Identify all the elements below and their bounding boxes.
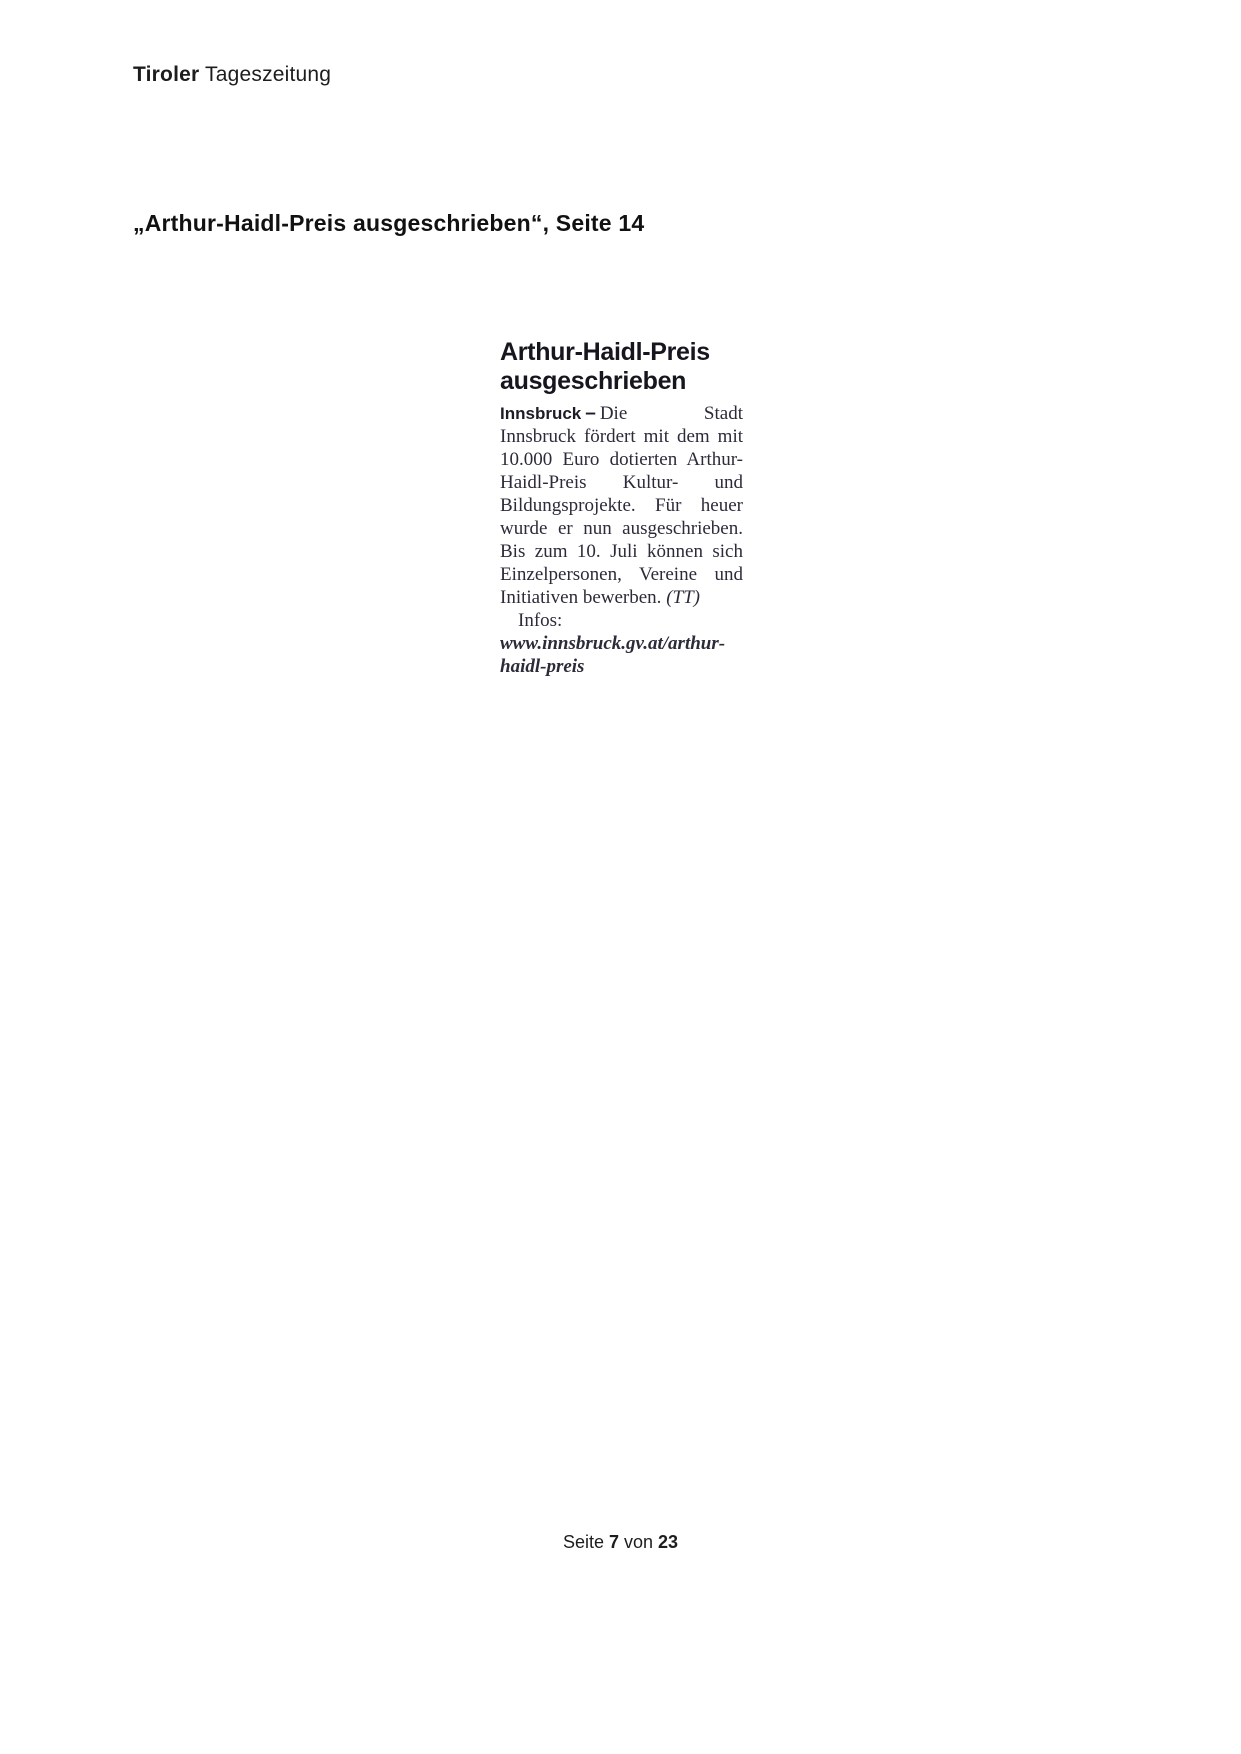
clipping-info-line — [500, 609, 743, 678]
info-label: Infos: — [518, 610, 563, 631]
clipping-headline-line1: Arthur-Haidl-Preis — [500, 338, 710, 366]
footer-prefix: Seite — [562, 1532, 609, 1552]
masthead-brand-rest: Tageszeitung — [199, 63, 332, 86]
clipping-headline — [500, 338, 743, 396]
footer-page-total: 23 — [658, 1532, 679, 1552]
masthead — [133, 63, 331, 87]
page-title: „Arthur-Haidl-Preis ausgeschrieben“, Seite 14 — [133, 210, 645, 236]
clipping-body — [500, 402, 743, 609]
footer-middle: von — [618, 1532, 659, 1552]
info-url: www.innsbruck.gv.at/arthur-haidl-preis — [500, 633, 726, 677]
page-footer — [0, 1532, 1241, 1553]
clipping-body-text: Die Stadt Innsbruck fördert mit dem mit 10.000 Euro dotierten Arthur-Haidl-Preis Kultur- und Bildungsprojekte. Für heuer wurde er nun ausgeschrieben. Bis zum 10. Juli können sich Einzelpersonen, Vereine und Initiativen bewerben. — [500, 403, 743, 608]
footer-page-number: 7 — [608, 1532, 619, 1552]
dateline-dash: – — [585, 403, 596, 424]
clipping-headline-line2: ausgeschrieben — [500, 367, 687, 395]
masthead-brand-bold: Tiroler — [133, 63, 200, 86]
clipping-credit: (TT) — [666, 587, 700, 608]
clipping-dateline: Innsbruck — [500, 404, 582, 423]
newspaper-clipping — [500, 338, 743, 678]
